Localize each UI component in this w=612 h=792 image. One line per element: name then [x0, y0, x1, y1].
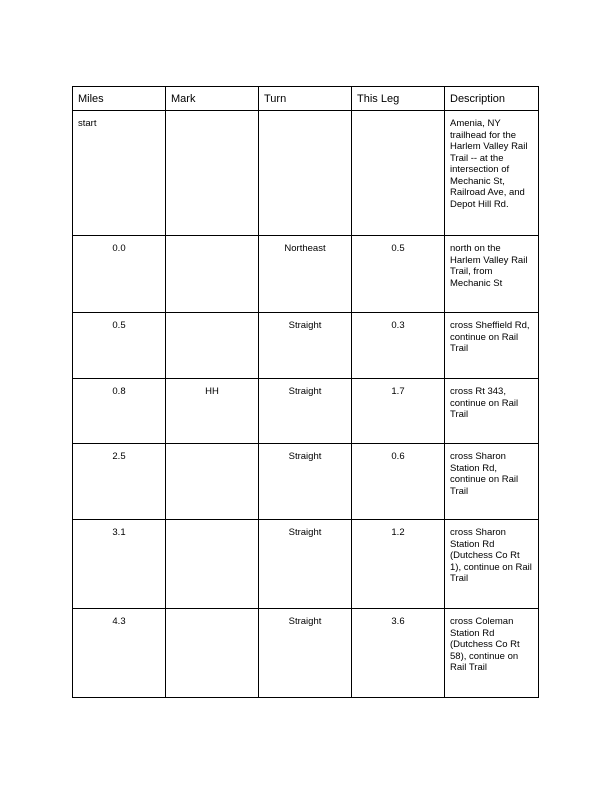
cell-miles: start: [73, 111, 166, 236]
cell-miles: 4.3: [73, 609, 166, 698]
cell-mark: HH: [166, 379, 259, 444]
cell-miles: 0.0: [73, 236, 166, 313]
cell-miles: 0.8: [73, 379, 166, 444]
table-row: [73, 444, 539, 520]
cell-this-leg: 1.2: [352, 520, 445, 609]
cell-description: Amenia, NY trailhead for the Harlem Valley Rail Trail -- at the intersection of Mechanic St, Railroad Ave, and Depot Hill Rd.: [445, 111, 539, 236]
cell-turn: [259, 111, 352, 236]
cell-miles: 2.5: [73, 444, 166, 520]
header-turn: Turn: [259, 87, 352, 111]
table-row: [73, 236, 539, 313]
cell-turn: Straight: [259, 609, 352, 698]
cell-turn: Straight: [259, 444, 352, 520]
cell-this-leg: 1.7: [352, 379, 445, 444]
cell-mark: [166, 520, 259, 609]
table-row: [73, 609, 539, 698]
cell-this-leg: [352, 111, 445, 236]
table-row: [73, 313, 539, 379]
cell-description: cross Sharon Station Rd (Dutchess Co Rt 1), continue on Rail Trail: [445, 520, 539, 609]
cell-mark: [166, 609, 259, 698]
cell-description: cross Sharon Station Rd, continue on Rail Trail: [445, 444, 539, 520]
cell-mark: [166, 111, 259, 236]
cell-this-leg: 0.5: [352, 236, 445, 313]
cell-this-leg: 0.3: [352, 313, 445, 379]
table-row: [73, 111, 539, 236]
cue-sheet-table: [72, 86, 539, 698]
table-row: [73, 520, 539, 609]
cell-description: cross Coleman Station Rd (Dutchess Co Rt 58), continue on Rail Trail: [445, 609, 539, 698]
cell-miles: 3.1: [73, 520, 166, 609]
cell-description: north on the Harlem Valley Rail Trail, from Mechanic St: [445, 236, 539, 313]
cell-this-leg: 0.6: [352, 444, 445, 520]
cell-turn: Northeast: [259, 236, 352, 313]
header-description: Description: [445, 87, 539, 111]
cell-description: cross Rt 343, continue on Rail Trail: [445, 379, 539, 444]
cell-miles: 0.5: [73, 313, 166, 379]
cell-description: cross Sheffield Rd, continue on Rail Trail: [445, 313, 539, 379]
cell-turn: Straight: [259, 520, 352, 609]
header-mark: Mark: [166, 87, 259, 111]
cell-mark: [166, 236, 259, 313]
cell-mark: [166, 444, 259, 520]
header-miles: Miles: [73, 87, 166, 111]
cell-turn: Straight: [259, 313, 352, 379]
header-this-leg: This Leg: [352, 87, 445, 111]
table-row: [73, 379, 539, 444]
cell-mark: [166, 313, 259, 379]
header-row: [73, 87, 539, 111]
cell-this-leg: 3.6: [352, 609, 445, 698]
cell-turn: Straight: [259, 379, 352, 444]
